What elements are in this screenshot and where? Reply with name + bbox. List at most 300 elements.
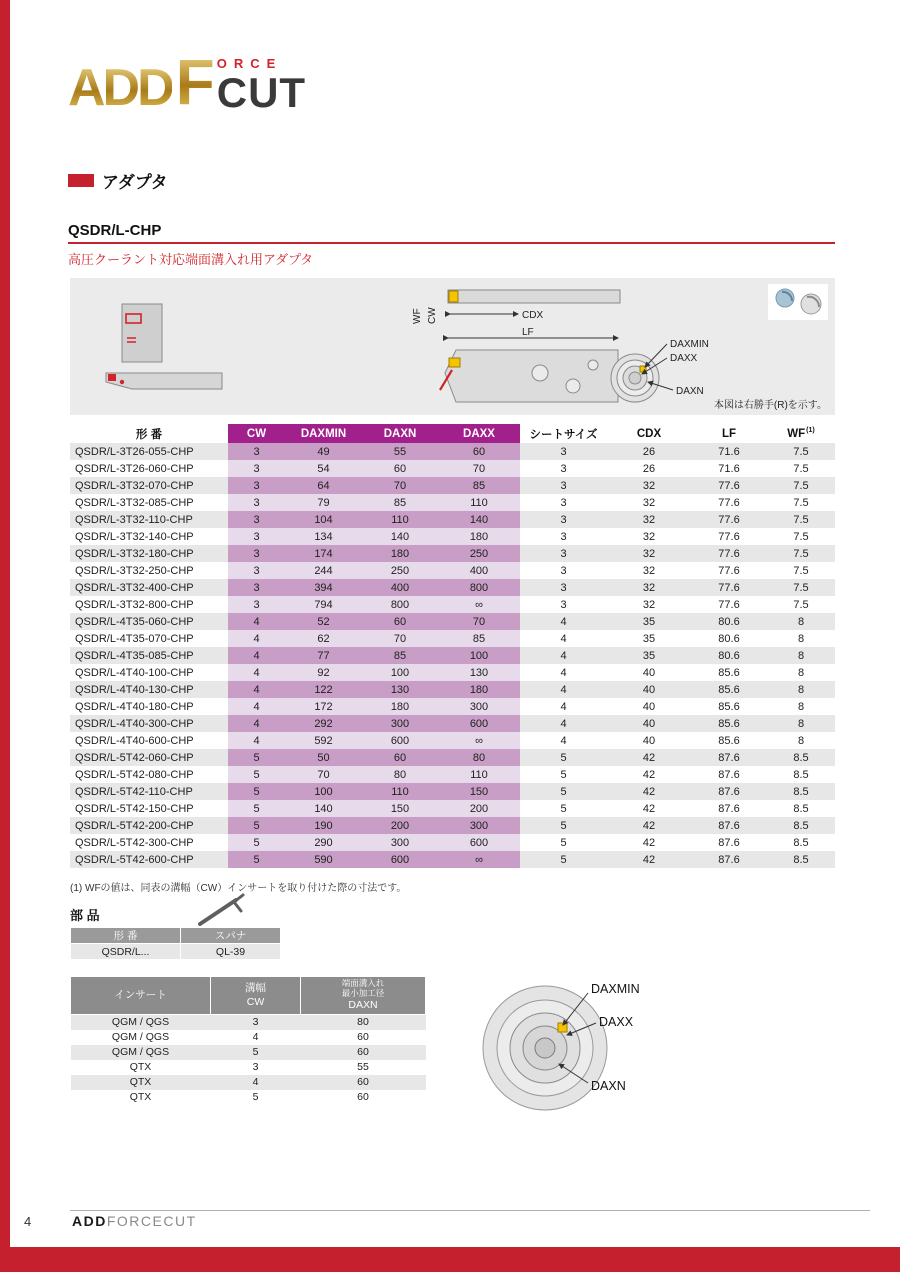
logo-f: F <box>175 46 215 118</box>
spec-value-cell: 5 <box>520 800 607 817</box>
spec-model-cell: QSDR/L-4T40-300-CHP <box>70 715 228 732</box>
section-heading <box>68 168 168 193</box>
circle-label-daxn: DAXN <box>591 1079 626 1093</box>
insert-col-header-cw <box>211 977 301 1015</box>
spec-value-cell: 40 <box>607 698 691 715</box>
spec-model-cell: QSDR/L-3T32-400-CHP <box>70 579 228 596</box>
parts-table <box>70 927 281 960</box>
spec-value-cell: 42 <box>607 851 691 868</box>
spec-value-cell: 87.6 <box>691 783 767 800</box>
spec-value-cell: 85 <box>438 630 520 647</box>
insert-cell: QGM / QGS <box>71 1015 211 1030</box>
spec-value-cell: 150 <box>362 800 438 817</box>
spec-value-cell: 3 <box>228 562 285 579</box>
spec-value-cell: 79 <box>285 494 362 511</box>
spec-col-header: DAXMIN <box>285 424 362 443</box>
spec-value-cell: 8.5 <box>767 783 835 800</box>
spec-value-cell: 92 <box>285 664 362 681</box>
spec-value-cell: 200 <box>438 800 520 817</box>
diagram-label-daxn: DAXN <box>676 386 704 397</box>
spec-value-cell: 40 <box>607 664 691 681</box>
spec-value-cell: 100 <box>285 783 362 800</box>
spec-value-cell: 3 <box>228 511 285 528</box>
spec-value-cell: 180 <box>438 681 520 698</box>
spec-value-cell: 300 <box>438 817 520 834</box>
spec-value-cell: 292 <box>285 715 362 732</box>
spec-row <box>70 732 835 749</box>
spec-value-cell: 3 <box>520 494 607 511</box>
spec-model-cell: QSDR/L-5T42-600-CHP <box>70 851 228 868</box>
spec-value-cell: 394 <box>285 579 362 596</box>
spec-model-cell: QSDR/L-3T32-140-CHP <box>70 528 228 545</box>
insert-cell: 60 <box>301 1045 426 1060</box>
diameter-diagram <box>470 965 720 1120</box>
spec-row <box>70 630 835 647</box>
spec-row <box>70 443 835 460</box>
spec-value-cell: 40 <box>607 715 691 732</box>
spec-value-cell: 35 <box>607 613 691 630</box>
spec-value-cell: 80.6 <box>691 647 767 664</box>
parts-cell: QSDR/L... <box>71 944 181 960</box>
header-label: 端面溝入れ <box>341 978 385 989</box>
spec-value-cell: 85.6 <box>691 664 767 681</box>
insert-cell: 55 <box>301 1060 426 1075</box>
spec-value-cell: 8.5 <box>767 749 835 766</box>
spec-model-cell: QSDR/L-5T42-200-CHP <box>70 817 228 834</box>
spec-value-cell: 42 <box>607 817 691 834</box>
workpiece-sketch <box>106 304 222 389</box>
logo-stack <box>217 57 306 114</box>
spec-value-cell: 794 <box>285 596 362 613</box>
spec-value-cell: 300 <box>362 834 438 851</box>
spec-value-cell: 110 <box>438 766 520 783</box>
spec-value-cell: 3 <box>520 477 607 494</box>
spec-value-cell: 8 <box>767 647 835 664</box>
red-marker <box>68 174 94 187</box>
spec-value-cell: 40 <box>607 732 691 749</box>
spec-value-cell: 77.6 <box>691 596 767 613</box>
spec-table <box>70 424 835 868</box>
spec-value-cell: 100 <box>362 664 438 681</box>
spec-value-cell: 250 <box>438 545 520 562</box>
spec-value-cell: 77.6 <box>691 528 767 545</box>
spec-value-cell: 3 <box>228 477 285 494</box>
spec-value-cell: 5 <box>228 834 285 851</box>
spec-model-cell: QSDR/L-3T32-180-CHP <box>70 545 228 562</box>
diagram-label-daxmin: DAXMIN <box>670 339 709 350</box>
insert-row <box>71 1090 426 1105</box>
spec-value-cell: 300 <box>362 715 438 732</box>
spec-value-cell: 174 <box>285 545 362 562</box>
spec-value-cell: 4 <box>520 715 607 732</box>
spec-value-cell: 85.6 <box>691 732 767 749</box>
spec-value-cell: 3 <box>228 443 285 460</box>
spec-value-cell: 250 <box>362 562 438 579</box>
insert-row <box>71 1015 426 1030</box>
spec-value-cell: 110 <box>438 494 520 511</box>
spec-row <box>70 749 835 766</box>
spec-row <box>70 800 835 817</box>
spec-row <box>70 528 835 545</box>
spec-row <box>70 460 835 477</box>
spec-row <box>70 477 835 494</box>
spec-value-cell: 42 <box>607 766 691 783</box>
spec-row <box>70 545 835 562</box>
spec-value-cell: 7.5 <box>767 477 835 494</box>
spec-value-cell: 32 <box>607 511 691 528</box>
spec-value-cell: 5 <box>228 851 285 868</box>
spec-value-cell: 200 <box>362 817 438 834</box>
spec-value-cell: 5 <box>228 749 285 766</box>
spec-value-cell: 4 <box>228 613 285 630</box>
spec-model-cell: QSDR/L-3T26-055-CHP <box>70 443 228 460</box>
spec-value-cell: 3 <box>228 494 285 511</box>
parts-col-header: 形 番 <box>71 928 181 944</box>
spec-value-cell: 290 <box>285 834 362 851</box>
spec-value-cell: 87.6 <box>691 851 767 868</box>
spec-row <box>70 817 835 834</box>
spec-value-cell: 104 <box>285 511 362 528</box>
spec-row <box>70 851 835 868</box>
spec-value-cell: 4 <box>228 681 285 698</box>
spec-value-cell: 26 <box>607 443 691 460</box>
spec-value-cell: 4 <box>228 664 285 681</box>
spec-value-cell: 5 <box>520 749 607 766</box>
spec-col-header: CDX <box>607 424 691 443</box>
insert-cell: QGM / QGS <box>71 1045 211 1060</box>
spec-value-cell: ∞ <box>438 732 520 749</box>
spec-value-cell: 77.6 <box>691 477 767 494</box>
footer-rule <box>70 1210 870 1211</box>
spec-value-cell: 32 <box>607 528 691 545</box>
spec-value-cell: 8 <box>767 715 835 732</box>
spec-value-cell: 600 <box>362 851 438 868</box>
spec-value-cell: 592 <box>285 732 362 749</box>
spec-value-cell: 180 <box>362 545 438 562</box>
spec-value-cell: 140 <box>285 800 362 817</box>
spec-value-cell: 3 <box>228 460 285 477</box>
spec-value-cell: 190 <box>285 817 362 834</box>
spec-value-cell: 32 <box>607 545 691 562</box>
spec-value-cell: 77 <box>285 647 362 664</box>
logo-orce: ORCE <box>216 56 283 71</box>
insert-cell: 3 <box>211 1015 301 1030</box>
spec-value-cell: 40 <box>607 681 691 698</box>
spec-row <box>70 511 835 528</box>
spec-value-cell: 7.5 <box>767 528 835 545</box>
spec-value-cell: 49 <box>285 443 362 460</box>
spec-value-cell: 32 <box>607 494 691 511</box>
spec-value-cell: 8 <box>767 664 835 681</box>
spec-value-cell: 8.5 <box>767 834 835 851</box>
spec-value-cell: 35 <box>607 630 691 647</box>
spec-value-cell: 8 <box>767 732 835 749</box>
header-label: DAXN <box>348 998 378 1011</box>
spec-value-cell: 70 <box>438 460 520 477</box>
spec-value-cell: 8.5 <box>767 817 835 834</box>
spec-value-cell: 8 <box>767 681 835 698</box>
spec-value-cell: 50 <box>285 749 362 766</box>
spec-value-cell: 8 <box>767 630 835 647</box>
spec-value-cell: 26 <box>607 460 691 477</box>
spec-value-cell: 32 <box>607 579 691 596</box>
spec-value-cell: 35 <box>607 647 691 664</box>
insert-col-header-name <box>71 977 211 1015</box>
insert-cell: 60 <box>301 1075 426 1090</box>
spec-value-cell: 32 <box>607 596 691 613</box>
spec-model-cell: QSDR/L-3T32-800-CHP <box>70 596 228 613</box>
spec-value-cell: 60 <box>362 460 438 477</box>
diagram-label-daxx: DAXX <box>670 353 698 364</box>
spec-value-cell: 71.6 <box>691 460 767 477</box>
insert-cell: QTX <box>71 1090 211 1105</box>
spec-row <box>70 579 835 596</box>
spec-value-cell: 7.5 <box>767 545 835 562</box>
spec-model-cell: QSDR/L-3T32-250-CHP <box>70 562 228 579</box>
spec-model-cell: QSDR/L-5T42-060-CHP <box>70 749 228 766</box>
spec-value-cell: 3 <box>228 545 285 562</box>
spec-model-cell: QSDR/L-4T40-100-CHP <box>70 664 228 681</box>
spec-value-cell: 110 <box>362 783 438 800</box>
spec-value-cell: 400 <box>362 579 438 596</box>
spec-value-cell: 87.6 <box>691 817 767 834</box>
spec-value-cell: 3 <box>520 443 607 460</box>
spec-value-cell: 32 <box>607 562 691 579</box>
spec-model-cell: QSDR/L-5T42-150-CHP <box>70 800 228 817</box>
spec-value-cell: 60 <box>362 749 438 766</box>
footer-brand-rest: FORCECUT <box>106 1213 197 1229</box>
spec-value-cell: 70 <box>438 613 520 630</box>
insert-col-header-daxn <box>301 977 426 1015</box>
insert-cell: QTX <box>71 1075 211 1090</box>
spec-value-cell: 5 <box>228 800 285 817</box>
spec-value-cell: 80.6 <box>691 613 767 630</box>
wf-footnote-marker: (1) <box>806 427 815 435</box>
parts-cell: QL-39 <box>181 944 281 960</box>
spec-value-cell: 3 <box>520 460 607 477</box>
footer-brand-bold: ADD <box>72 1213 107 1229</box>
spec-value-cell: 5 <box>520 817 607 834</box>
spec-value-cell: 4 <box>228 715 285 732</box>
spec-value-cell: 87.6 <box>691 766 767 783</box>
spec-value-cell: 110 <box>362 511 438 528</box>
spec-row <box>70 596 835 613</box>
spec-row <box>70 664 835 681</box>
spec-value-cell: 4 <box>228 630 285 647</box>
header-label: 最小加工径 <box>341 987 385 998</box>
spec-value-cell: ∞ <box>438 596 520 613</box>
spec-value-cell: 3 <box>520 545 607 562</box>
spec-value-cell: 77.6 <box>691 545 767 562</box>
spec-value-cell: 80.6 <box>691 630 767 647</box>
spec-value-cell: 80 <box>362 766 438 783</box>
spec-value-cell: 70 <box>362 630 438 647</box>
spec-value-cell: 8 <box>767 613 835 630</box>
spec-col-header: CW <box>228 424 285 443</box>
spec-value-cell: 77.6 <box>691 562 767 579</box>
spec-row <box>70 494 835 511</box>
insert-cell: 80 <box>301 1015 426 1030</box>
spec-row <box>70 613 835 630</box>
spec-model-cell: QSDR/L-5T42-110-CHP <box>70 783 228 800</box>
spec-value-cell: 62 <box>285 630 362 647</box>
spec-value-cell: 70 <box>285 766 362 783</box>
spec-value-cell: 5 <box>228 766 285 783</box>
spec-value-cell: 77.6 <box>691 579 767 596</box>
spec-value-cell: 4 <box>520 647 607 664</box>
header-label: インサート <box>114 988 167 1001</box>
insert-header-row <box>71 977 426 1015</box>
dim-label-cw: CW <box>427 307 438 324</box>
insert-cell: QGM / QGS <box>71 1030 211 1045</box>
spec-value-cell: 52 <box>285 613 362 630</box>
spec-value-cell: 60 <box>438 443 520 460</box>
spec-value-cell: 134 <box>285 528 362 545</box>
spec-row <box>70 681 835 698</box>
spec-value-cell: 71.6 <box>691 443 767 460</box>
insert-cell: QTX <box>71 1060 211 1075</box>
spec-row <box>70 783 835 800</box>
dim-label-cdx: CDX <box>522 310 544 321</box>
insert-table <box>70 976 426 1105</box>
spec-col-header: LF <box>691 424 767 443</box>
spec-model-cell: QSDR/L-4T35-060-CHP <box>70 613 228 630</box>
spec-value-cell: 3 <box>520 596 607 613</box>
page-number: 4 <box>24 1214 32 1229</box>
spec-value-cell: 5 <box>520 834 607 851</box>
spec-value-cell: 87.6 <box>691 834 767 851</box>
spec-value-cell: 5 <box>520 851 607 868</box>
spec-value-cell: 85 <box>362 494 438 511</box>
spec-value-cell: 5 <box>520 783 607 800</box>
insert-row <box>71 1075 426 1090</box>
spec-value-cell: 4 <box>228 647 285 664</box>
spec-value-cell: 7.5 <box>767 494 835 511</box>
insert-cell: 3 <box>211 1060 301 1075</box>
insert-cell: 60 <box>301 1090 426 1105</box>
spec-value-cell: 800 <box>362 596 438 613</box>
spec-value-cell: 122 <box>285 681 362 698</box>
spec-value-cell: 87.6 <box>691 800 767 817</box>
spec-row <box>70 647 835 664</box>
technical-diagram-svg <box>70 278 835 415</box>
spec-value-cell: 7.5 <box>767 579 835 596</box>
spec-model-cell: QSDR/L-3T32-070-CHP <box>70 477 228 494</box>
spec-col-header: DAXN <box>362 424 438 443</box>
logo-add: ADD <box>68 59 172 117</box>
spec-value-cell: 5 <box>520 766 607 783</box>
spec-value-cell: 7.5 <box>767 460 835 477</box>
spec-value-cell: 4 <box>228 698 285 715</box>
brand-logo <box>68 46 307 118</box>
insert-cell: 5 <box>211 1045 301 1060</box>
insert-cell: 60 <box>301 1030 426 1045</box>
spec-header-row <box>70 424 835 443</box>
spec-value-cell: 400 <box>438 562 520 579</box>
parts-col-header: スパナ <box>181 928 281 944</box>
red-underline <box>68 242 835 244</box>
spec-value-cell: 180 <box>362 698 438 715</box>
header-label: CW <box>246 995 265 1008</box>
circle-label-daxmin: DAXMIN <box>591 982 640 996</box>
top-view-sketch <box>412 290 620 338</box>
spec-col-header: シートサイズ <box>520 424 607 443</box>
spec-value-cell: 42 <box>607 749 691 766</box>
spec-col-header: WF$^{(1)}$ <box>767 424 835 443</box>
spec-value-cell: 4 <box>520 613 607 630</box>
spec-value-cell: 172 <box>285 698 362 715</box>
spec-model-cell: QSDR/L-5T42-080-CHP <box>70 766 228 783</box>
spec-model-cell: QSDR/L-4T40-600-CHP <box>70 732 228 749</box>
spec-value-cell: 85 <box>438 477 520 494</box>
product-subtitle: 高圧クーラント対応端面溝入れ用アダプタ <box>68 252 314 267</box>
spec-value-cell: 42 <box>607 834 691 851</box>
parts-header-row <box>71 928 281 944</box>
spec-value-cell: 85.6 <box>691 698 767 715</box>
insert-cell: 4 <box>211 1075 301 1090</box>
spec-value-cell: 8 <box>767 698 835 715</box>
circle-label-daxx: DAXX <box>599 1015 634 1029</box>
spec-value-cell: 7.5 <box>767 511 835 528</box>
diameter-rings-sketch <box>611 339 709 402</box>
spec-value-cell: 7.5 <box>767 443 835 460</box>
spec-value-cell: 42 <box>607 783 691 800</box>
spec-value-cell: 4 <box>520 698 607 715</box>
spec-value-cell: 3 <box>520 562 607 579</box>
spec-value-cell: 3 <box>520 528 607 545</box>
spec-value-cell: 140 <box>362 528 438 545</box>
spec-value-cell: 8.5 <box>767 800 835 817</box>
spec-model-cell: QSDR/L-4T40-180-CHP <box>70 698 228 715</box>
spec-value-cell: 77.6 <box>691 511 767 528</box>
spec-value-cell: 8.5 <box>767 851 835 868</box>
spec-value-cell: 77.6 <box>691 494 767 511</box>
spec-value-cell: 244 <box>285 562 362 579</box>
logo-cut: CUT <box>216 69 307 116</box>
spec-value-cell: 140 <box>438 511 520 528</box>
spec-value-cell: 5 <box>228 817 285 834</box>
spec-value-cell: 8.5 <box>767 766 835 783</box>
side-view-sketch <box>440 350 618 402</box>
spec-value-cell: 60 <box>362 613 438 630</box>
section-title: アダプタ <box>102 173 168 192</box>
spec-value-cell: 180 <box>438 528 520 545</box>
insert-row <box>71 1060 426 1075</box>
insert-cell: 4 <box>211 1030 301 1045</box>
spec-value-cell: 54 <box>285 460 362 477</box>
diagram-note: 本図は右勝手(R)を示す。 <box>713 400 827 411</box>
spec-row <box>70 715 835 732</box>
spec-value-cell: 3 <box>228 596 285 613</box>
insert-row <box>71 1045 426 1060</box>
spec-value-cell: 4 <box>520 681 607 698</box>
spec-value-cell: 590 <box>285 851 362 868</box>
spec-value-cell: 130 <box>438 664 520 681</box>
spec-value-cell: 800 <box>438 579 520 596</box>
spec-value-cell: 100 <box>438 647 520 664</box>
spec-value-cell: 4 <box>520 664 607 681</box>
insert-row <box>71 1030 426 1045</box>
spec-value-cell: 87.6 <box>691 749 767 766</box>
product-code: QSDR/L-CHP <box>68 222 162 239</box>
left-accent-bar <box>0 0 10 1272</box>
spec-row <box>70 698 835 715</box>
spec-value-cell: 85.6 <box>691 681 767 698</box>
spec-row <box>70 562 835 579</box>
spec-value-cell: 600 <box>362 732 438 749</box>
spec-model-cell: QSDR/L-4T40-130-CHP <box>70 681 228 698</box>
spec-value-cell: 4 <box>520 732 607 749</box>
